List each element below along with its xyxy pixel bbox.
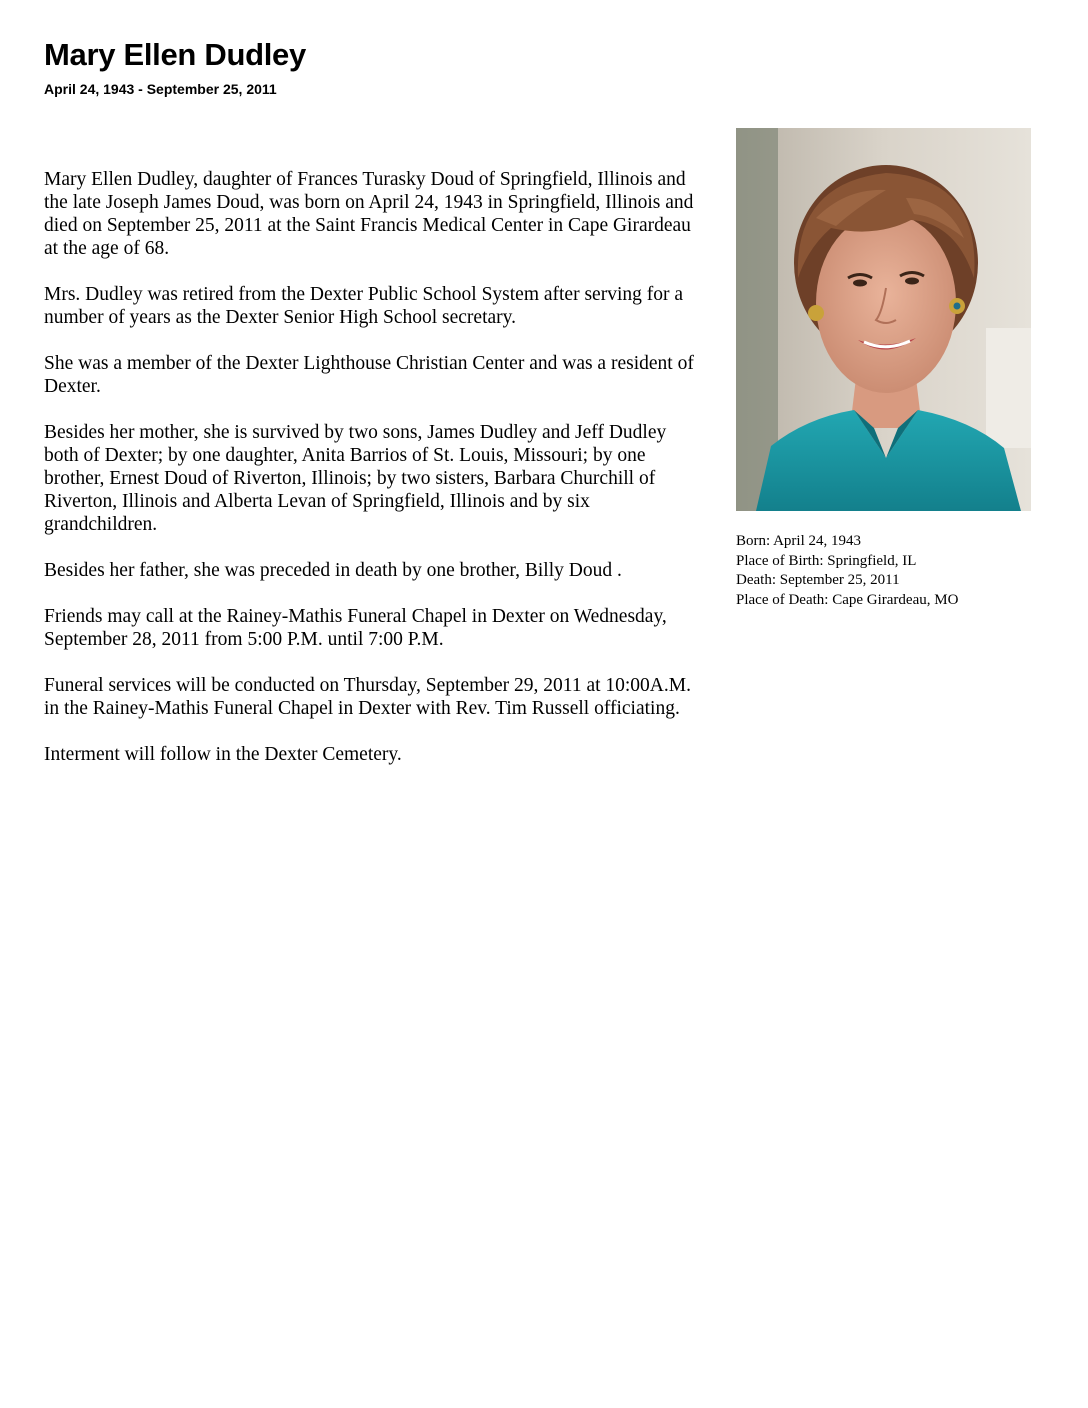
portrait-image [736,128,1031,511]
vital-facts [736,532,958,610]
deceased-name: Mary Ellen Dudley [44,37,306,72]
obituary-paragraph: Funeral services will be conducted on Thursday, September 29, 2011 at 10:00A.M. in the Rainey-Mathis Funeral Chapel in Dexter with Rev. Tim Russell officiating. [44,675,691,719]
life-dates: April 24, 1943 - September 25, 2011 [44,81,277,97]
obituary-paragraph: Interment will follow in the Dexter Cemetery. [44,744,402,765]
obituary-header [44,36,306,98]
obituary-paragraph: She was a member of the Dexter Lighthouse Christian Center and was a resident of Dexter. [44,353,694,397]
obituary-paragraph: Besides her father, she was preceded in death by one brother, Billy Doud . [44,560,622,581]
obituary-paragraph: Mrs. Dudley was retired from the Dexter Public School System after serving for a number of years as the Dexter Senior High School secretary. [44,284,684,328]
born-fact: Born: April 24, 1943 [736,533,862,549]
obituary-paragraph: Mary Ellen Dudley, daughter of Frances Turasky Doud of Springfield, Illinois and the late Joseph James Doud, was born on April 24, 1943 in Springfield, Illinois and died on September 25, 2011 at the Saint Francis Medical Center in Cape Girardeau at the age of 68. [44,169,694,259]
place-of-birth-fact: Place of Birth: Springfield, IL [736,552,917,569]
place-of-death-fact: Place of Death: Cape Girardeau, MO [736,591,959,608]
obituary-paragraph: Friends may call at the Rainey-Mathis Funeral Chapel in Dexter on Wednesday, September 28, 2011 from 5:00 P.M. until 7:00 P.M. [44,606,667,650]
death-fact: Death: September 25, 2011 [736,572,900,588]
obituary-paragraph: Besides her mother, she is survived by two sons, James Dudley and Jeff Dudley both of Dexter; by one daughter, Anita Barrios of St. Louis, Missouri; by one brother, Ernest Doud of Riverton, Illinois; by two sisters, Barbara Churchill of Riverton, Illinois and Alberta Levan of Springfield, Illinois and by six grandchildren. [44,422,667,535]
obituary-body [44,168,694,789]
portrait-photo [736,128,1031,511]
